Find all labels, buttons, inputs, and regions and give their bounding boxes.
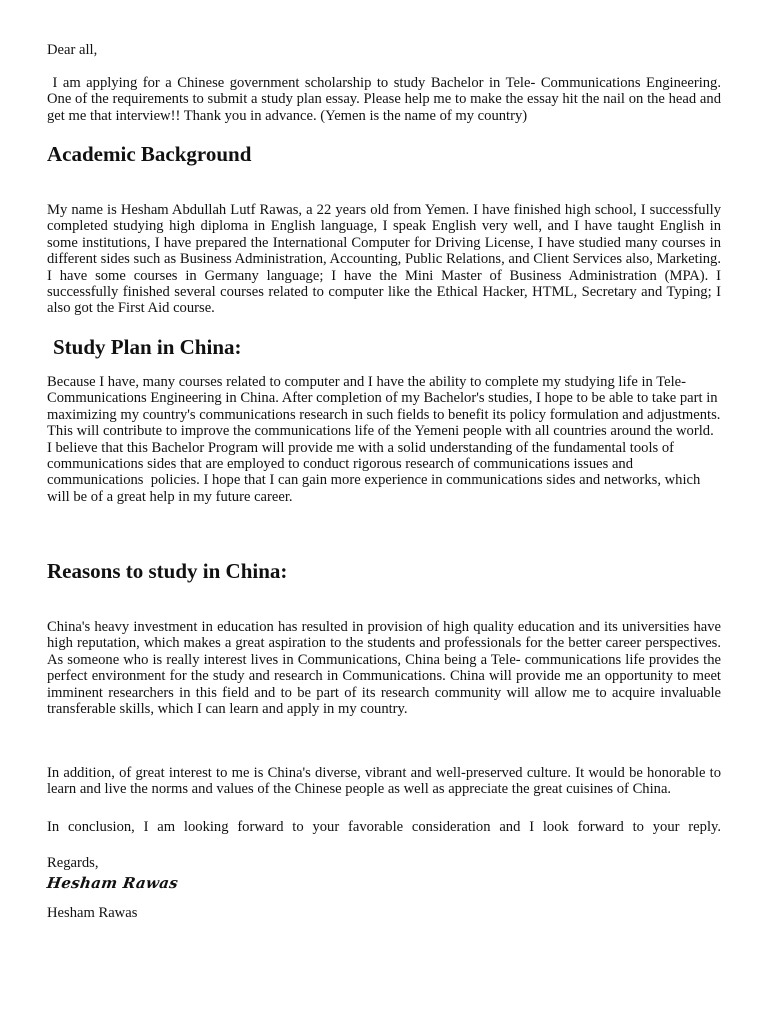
regards-closing: Regards, xyxy=(47,855,99,871)
study-plan-paragraph: Because I have, many courses related to computer and I have the ability to complete my studying life in Tele- Communications Engineering in China. After completion of my Bachelor's studies, I hope to be able to take part in maximizing my country's communications research in such fields to benefit its policy formulation and adjustments. This will contribute to improve the communications life of the Yemeni people with all countries around the world. I believe that this Bachelor Program will provide me with a solid understanding of the fundamental tools of communications sides that are employed to conduct rigorous research of communications issues and communications policies. I hope that I can gain more experience in communications sides and networks, which will be of a great help in my future career. xyxy=(47,374,724,505)
reasons-paragraph: China's heavy investment in education has resulted in provision of high quality education and its universities have high reputation, which makes a great aspiration to the students and professionals for the better career perspectives. As someone who is really interest lives in Communications, China being a Tele- communications life provides the perfect environment for the study and research in Communications. China will provide me an opportunity to meet imminent researchers in this field and to be part of its research community will allow me to acquire invaluable transferable skills, which I can learn and apply in my country. xyxy=(47,619,721,718)
conclusion-paragraph: In conclusion, I am looking forward to your favorable consideration and I look forward to your reply. xyxy=(47,819,721,835)
reasons-heading: Reasons to study in China: xyxy=(47,559,288,583)
academic-background-heading: Academic Background xyxy=(47,142,252,166)
study-plan-heading: Study Plan in China: xyxy=(53,335,242,359)
intro-paragraph: I am applying for a Chinese government scholarship to study Bachelor in Tele- Communications Engineering. One of the requirements to submit a study plan essay. Please help me to make the essay hit the nail on the head and get me that interview!! Thank you in advance. (Yemen is the name of my country) xyxy=(47,75,725,124)
academic-background-paragraph: My name is Hesham Abdullah Lutf Rawas, a 22 years old from Yemen. I have finished high school, I successfully completed studying high diploma in English language, I speak English very well, and I have taught English in some institutions, I have prepared the International Computer for Driving License, I have studied many courses in different sides such as Business Administration, Accounting, Public Relations, and Client Services also, Marketing. I have some courses in Germany language; I have the Mini Master of Business Administration (MPA). I successfully finished several courses related to computer like the Ethical Hacker, HTML, Secretary and Typing; I also got the First Aid course. xyxy=(47,202,721,317)
author-name: Hesham Rawas xyxy=(47,905,138,921)
handwritten-signature: Hesham Rawas xyxy=(45,874,180,892)
greeting: Dear all, xyxy=(47,42,98,58)
culture-paragraph: In addition, of great interest to me is China's diverse, vibrant and well-preserved culture. It would be honorable to learn and live the norms and values of the Chinese people as well as appreciate the great cuisines of China. xyxy=(47,765,721,798)
